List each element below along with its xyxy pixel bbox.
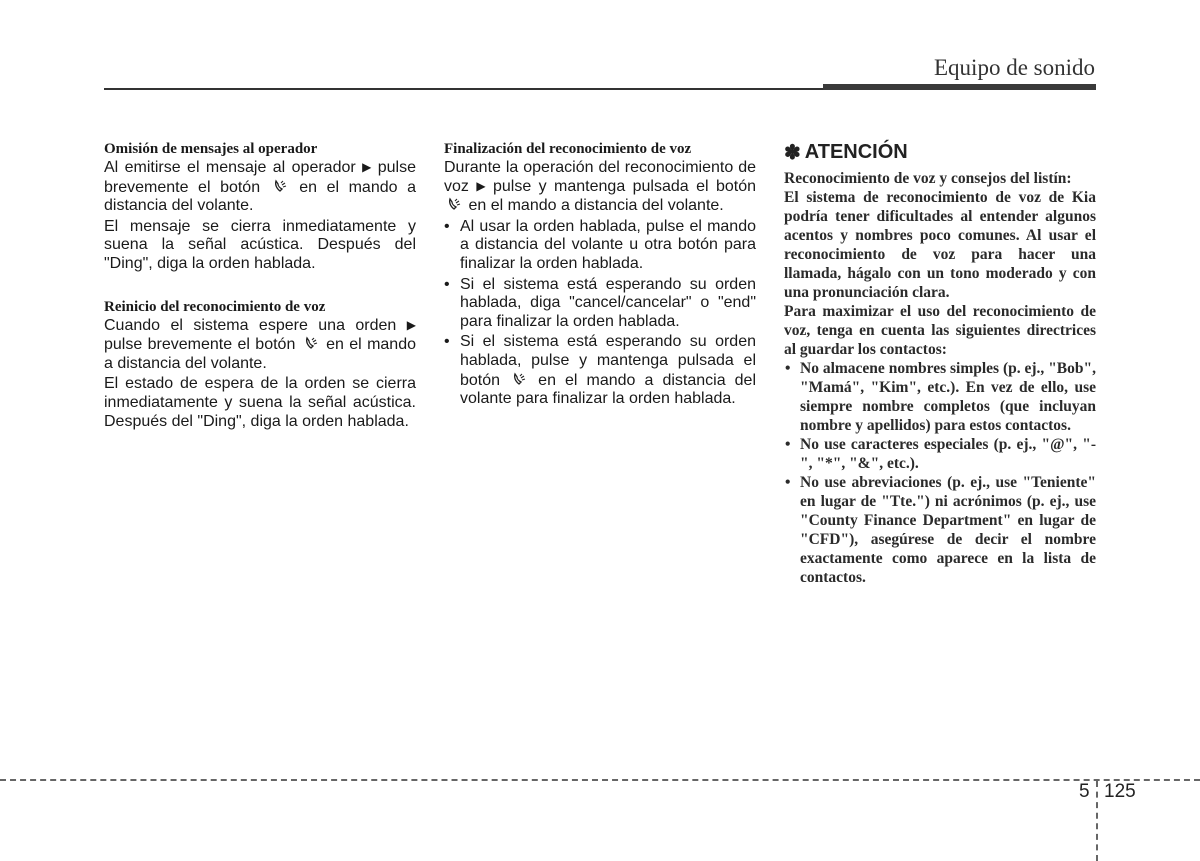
bullet-icon: • xyxy=(444,217,450,235)
text-run: Si el sistema está esperando su orden hablada, diga "cancel/cancelar" o "end" para finalizar la orden hablada. xyxy=(460,275,756,330)
paragraph xyxy=(104,159,416,216)
bullet-icon: • xyxy=(444,275,450,293)
page-number: 125 xyxy=(1104,781,1136,802)
column-left xyxy=(104,140,416,431)
text-run: en el mando a distancia del volante. xyxy=(468,197,724,215)
play-icon: ▶ xyxy=(362,160,372,174)
bullet-list xyxy=(444,218,756,409)
text-run: en el mando a distancia del volante. xyxy=(104,178,416,215)
text-run: No use abreviaciones (p. ej., use "Teniente" en lugar de "Tte.") ni acrónimos (p. ej., use "County Finance Department" en lugar de "CFD"), asegúrese de decir el nombre exactamente como aparece en la lista de contactos. xyxy=(800,474,1096,586)
text-run: Durante la operación del reconocimiento de voz xyxy=(444,159,756,195)
header-rule-accent xyxy=(823,84,1096,90)
text-run: Cuando el sistema espere una orden xyxy=(104,316,397,334)
voice-button-icon xyxy=(303,335,319,351)
play-icon: ▶ xyxy=(406,317,416,332)
list-item xyxy=(784,435,1096,473)
list-item xyxy=(784,473,1096,587)
footer-divider xyxy=(1096,781,1098,861)
text-run: pulse brevemente el botón xyxy=(104,159,416,196)
text-run: en el mando a distancia del volante. xyxy=(104,336,416,372)
section-title-finish: Finalización del reconocimiento de voz xyxy=(444,141,692,157)
voice-button-icon xyxy=(511,371,527,387)
text-run: Si el sistema está esperando su orden hablada, pulse y mantenga pulsada el botón xyxy=(460,333,756,389)
bullet-icon: • xyxy=(785,474,791,491)
paragraph: El estado de espera de la orden se cierra inmediatamente y suena la señal acústica. Después del "Ding", diga la orden hablada. xyxy=(104,375,416,430)
text-run: Al emitirse el mensaje al operador xyxy=(104,159,356,176)
bullet-icon: • xyxy=(444,333,450,351)
voice-button-icon xyxy=(272,178,288,194)
section-title-restart: Reinicio del reconocimiento de voz xyxy=(104,298,326,315)
bullet-icon: • xyxy=(785,436,791,453)
list-item xyxy=(784,359,1096,435)
play-icon: ▶ xyxy=(476,178,486,193)
text-run: Al usar la orden hablada, pulse el mando a distancia del volante u otra botón para finalizar la orden hablada. xyxy=(460,217,756,272)
list-item xyxy=(444,333,756,408)
page-header-title: Equipo de sonido xyxy=(934,55,1095,80)
asterisk-icon: ✽ xyxy=(784,142,801,164)
list-item xyxy=(444,276,756,332)
paragraph xyxy=(444,159,756,216)
list-item xyxy=(444,218,756,274)
bullet-icon: • xyxy=(785,360,791,377)
attention-paragraph: Para maximizar el uso del reconocimiento de voz, tenga en cuenta las siguientes directrices al guardar los contactos: xyxy=(784,303,1096,358)
text-run: No use caracteres especiales (p. ej., "@", "-", "*", "&", etc.). xyxy=(800,436,1096,472)
text-run: en el mando a distancia del volante para finalizar la orden hablada. xyxy=(460,371,757,408)
attention-heading xyxy=(784,140,1096,165)
attention-paragraph: Reconocimiento de voz y consejos del listín: xyxy=(784,170,1072,187)
text-run: No almacene nombres simples (p. ej., "Bob", "Mamá", "Kim", etc.). En vez de ello, use siempre nombre completos (que incluyan nombre y apellidos) para estos contactos. xyxy=(800,360,1096,434)
text-run: pulse brevemente el botón xyxy=(104,336,296,354)
footer-rule xyxy=(0,779,1200,781)
column-middle xyxy=(444,140,756,411)
chapter-number: 5 xyxy=(1079,781,1090,802)
paragraph: El mensaje se cierra inmediatamente y suena la señal acústica. Después del "Ding", diga la orden hablada. xyxy=(104,217,416,272)
attention-heading-text: ATENCIÓN xyxy=(804,141,908,163)
voice-button-icon xyxy=(446,196,462,212)
text-run: pulse y mantenga pulsada el botón xyxy=(492,177,756,195)
attention-box xyxy=(784,140,1096,587)
attention-list xyxy=(784,359,1096,587)
section-title-operator-skip: Omisión de mensajes al operador xyxy=(104,141,318,157)
attention-paragraph: El sistema de reconocimiento de voz de Kia podría tener dificultades al entender algunos acentos y nombres poco comunes. Al usar el reconocimiento de voz para hacer una llamada, hágalo con un tono moderado y con una pronunciación clara. xyxy=(784,189,1096,301)
paragraph xyxy=(104,317,416,374)
